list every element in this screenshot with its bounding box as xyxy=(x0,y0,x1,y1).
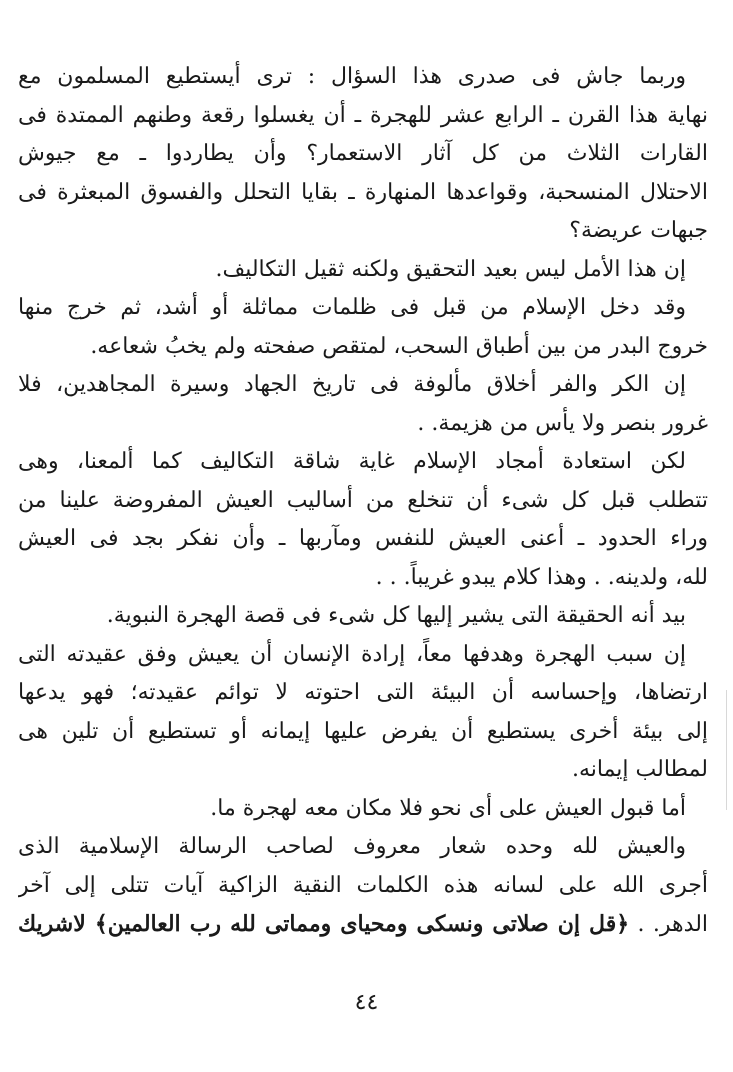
text-line: لكن استعادة أمجاد الإسلام غاية شاقة التكاليف كما ألمعنا، وهى xyxy=(18,449,686,474)
text-line: إن سبب الهجرة وهدفها معاً، إرادة الإنسان أن يعيش وفق عقيدته التى xyxy=(18,641,686,667)
text-line: وربما جاش فى صدرى هذا السؤال : ترى أيستطيع المسلمون مع xyxy=(18,64,686,89)
text-line: وقد دخل الإسلام من قبل فى ظلمات مماثلة أو أشد، ثم خرج منها xyxy=(18,295,686,320)
text-line: الاحتلال المنسحبة، وقواعدها المنهارة ـ بقايا التحلل والفسوق المبعثرة فى xyxy=(18,179,708,205)
text-line: أما قبول العيش على أى نحو فلا مكان معه لهجرة ما. xyxy=(210,795,686,821)
page-number: ٤٤ xyxy=(354,990,379,1015)
text-line: غرور بنصر ولا يأس من هزيمة. . xyxy=(417,410,708,436)
text-line: أجرى الله على لسانه هذه الكلمات النقية الزاكية آيات تتلى إلى آخر xyxy=(18,872,708,898)
page-body xyxy=(18,58,708,944)
text-line: إن هذا الأمل ليس بعيد التحقيق ولكنه ثقيل التكاليف. xyxy=(215,256,686,282)
text-line: إلى بيئة أخرى يستطيع أن يفرض عليها إيمانه أو تستطيع أن تلين هى xyxy=(18,718,708,744)
text-line-with-quote xyxy=(18,905,708,944)
quran-quote: ﴿قل إن صلاتى ونسكى ومحياى ومماتى لله رب العالمين﴾ لاشريك xyxy=(18,911,630,937)
text-line: لمطالب إيمانه. xyxy=(571,757,708,782)
text-line: القارات الثلاث من كل آثار الاستعمار؟ وأن يطاردوا ـ مع جيوش xyxy=(18,141,708,166)
text-line: لله، ولدينه. . وهذا كلام يبدو غريباً. . . xyxy=(375,564,708,590)
text-fragment: الدهر. . xyxy=(629,912,708,937)
margin-rule xyxy=(726,690,727,810)
text-line: نهاية هذا القرن ـ الرابع عشر للهجرة ـ أن يغسلوا رقعة وطنهم الممتدة فى xyxy=(18,102,708,128)
text-line: والعيش لله وحده شعار معروف لصاحب الرسالة الإسلامية الذى xyxy=(18,834,686,859)
text-line: إن الكر والفر أخلاق مألوفة فى تاريخ الجهاد وسيرة المجاهدين، فلا xyxy=(18,372,686,397)
text-line: ارتضاها، وإحساسه أن البيئة التى احتوته لا توائم عقيدته؛ فهو يدعها xyxy=(18,680,708,705)
text-line: بيد أنه الحقيقة التى يشير إليها كل شىء فى قصة الهجرة النبوية. xyxy=(106,603,686,628)
text-line: وراء الحدود ـ أعنى العيش للنفس ومآربها ـ وأن نفكر بجد فى العيش xyxy=(18,526,708,551)
text-line: جبهات عريضة؟ xyxy=(569,218,708,243)
text-line: خروج البدر من بين أطباق السحب، لمتقص صفحته ولم يخبُ شعاعه. xyxy=(90,333,708,359)
text-line: تتطلب قبل كل شىء أن تنخلع من أساليب العيش المفروضة علينا من xyxy=(18,487,708,513)
